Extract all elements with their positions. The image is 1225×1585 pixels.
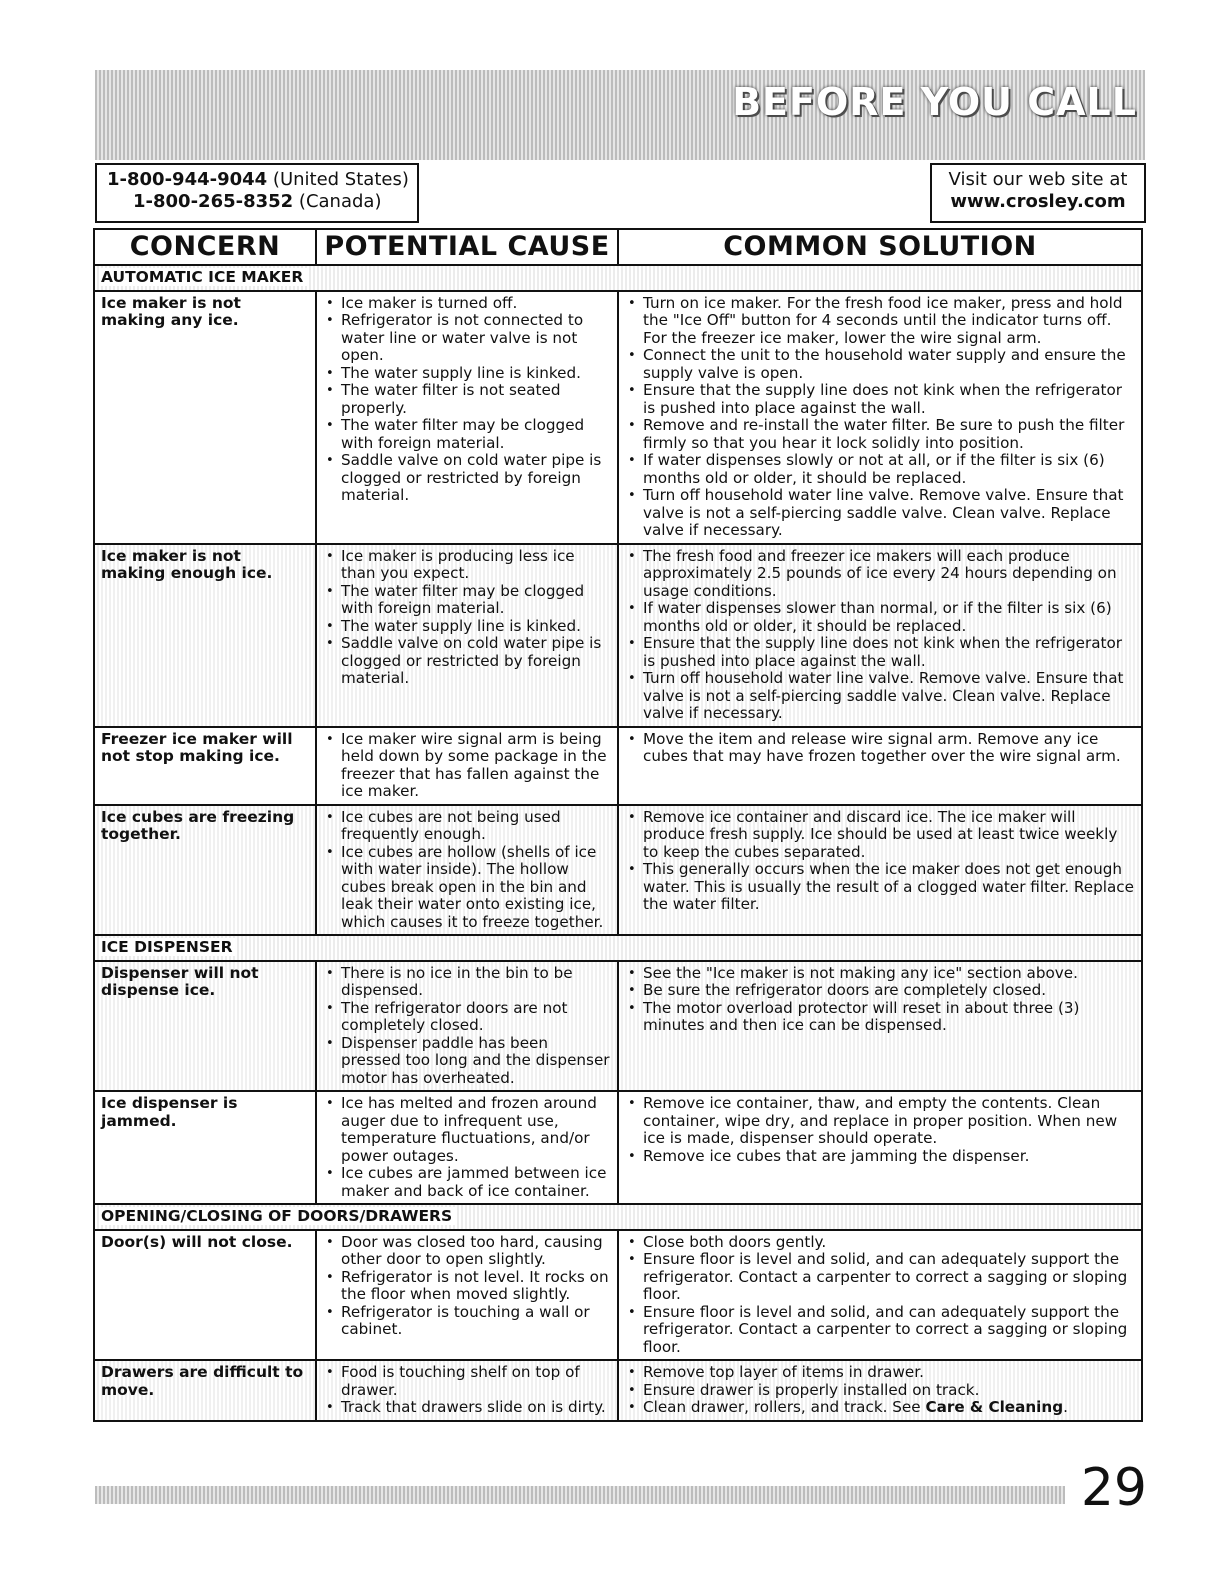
table-row	[94, 805, 1142, 936]
solution-item: • Ensure drawer is properly installed on track.	[625, 1382, 1136, 1400]
concern-cell: Ice maker is not making any ice.	[94, 291, 316, 544]
table-body	[94, 265, 1142, 1421]
cause-item: • Ice maker is turned off.	[323, 295, 612, 313]
header-common-solution: COMMON SOLUTION	[618, 229, 1142, 265]
concern-cell: Freezer ice maker will not stop making ice.	[94, 727, 316, 805]
solution-item: • Remove ice container, thaw, and empty the contents. Clean container, wipe dry, and replace in proper position. When new ice is made, dispenser should operate.	[625, 1095, 1136, 1148]
solution-item: • See the "Ice maker is not making any ice" section above.	[625, 965, 1136, 983]
concern-cell: Ice maker is not making enough ice.	[94, 544, 316, 727]
solution-cell	[618, 961, 1142, 1092]
footer-bar	[95, 1486, 1065, 1504]
solution-item: • Ensure floor is level and solid, and can adequately support the refrigerator. Contact a carpenter to correct a sagging or sloping floor.	[625, 1251, 1136, 1304]
section-title-text: ICE DISPENSER	[101, 938, 237, 956]
solution-item: • Remove ice container and discard ice. The ice maker will produce fresh supply. Ice should be used at least twice weekly to keep the cubes separated.	[625, 809, 1136, 862]
solution-item: • Ensure that the supply line does not kink when the refrigerator is pushed into place against the wall.	[625, 635, 1136, 670]
table-row	[94, 1230, 1142, 1361]
cause-item: • Saddle valve on cold water pipe is clogged or restricted by foreign material.	[323, 635, 612, 688]
solution-item: • This generally occurs when the ice maker does not get enough water. This is usually the result of a clogged water filter. Replace the water filter.	[625, 861, 1136, 914]
table-row	[94, 727, 1142, 805]
us-phone-number: 1-800-944-9044	[107, 169, 268, 190]
solution-item: • Close both doors gently.	[625, 1234, 1136, 1252]
cause-item: • Ice cubes are jammed between ice maker and back of ice container.	[323, 1165, 612, 1200]
solution-item: • The motor overload protector will reset in about three (3) minutes and then ice can be dispensed.	[625, 1000, 1136, 1035]
solution-item: • Turn off household water line valve. Remove valve. Ensure that valve is not a self-piercing saddle valve. Clean valve. Replace valve if necessary.	[625, 670, 1136, 723]
cause-item: • Food is touching shelf on top of drawer.	[323, 1364, 612, 1399]
table-header-row	[94, 229, 1142, 265]
solution-item: • Ensure that the supply line does not kink when the refrigerator is pushed into place against the wall.	[625, 382, 1136, 417]
us-phone-label: (United States)	[272, 169, 409, 190]
solution-item: • The fresh food and freezer ice makers will each produce approximately 2.5 pounds of ice every 24 hours depending on usage conditions.	[625, 548, 1136, 601]
header-banner	[95, 70, 1145, 160]
solution-item: • Move the item and release wire signal arm. Remove any ice cubes that may have frozen together over the wire signal arm.	[625, 731, 1136, 766]
cause-item: • Refrigerator is not level. It rocks on the floor when moved slightly.	[323, 1269, 612, 1304]
solution-item	[625, 1399, 1136, 1417]
cause-item: • Dispenser paddle has been pressed too long and the dispenser motor has overheated.	[323, 1035, 612, 1088]
solution-item: • Remove ice cubes that are jamming the dispenser.	[625, 1148, 1136, 1166]
cause-item: • The water supply line is kinked.	[323, 365, 612, 383]
solution-item: • Connect the unit to the household water supply and ensure the supply valve is open.	[625, 347, 1136, 382]
ca-phone-line	[107, 191, 407, 213]
table-row	[94, 544, 1142, 727]
cause-item: • The water supply line is kinked.	[323, 618, 612, 636]
concern-cell: Ice cubes are freezing together.	[94, 805, 316, 936]
concern-cell: Drawers are difficult to move.	[94, 1360, 316, 1421]
section-header-row	[94, 935, 1142, 961]
section-title	[94, 935, 1142, 961]
section-title	[94, 1204, 1142, 1230]
table-row	[94, 291, 1142, 544]
concern-cell: Ice dispenser is jammed.	[94, 1091, 316, 1204]
solution-item: • Remove and re-install the water filter. Be sure to push the filter firmly so that you hear it lock solidly into position.	[625, 417, 1136, 452]
solution-item: • Turn on ice maker. For the fresh food ice maker, press and hold the "Ice Off" button for 4 seconds until the indicator turns off. For the freezer ice maker, lower the wire signal arm.	[625, 295, 1136, 348]
cause-cell	[316, 727, 618, 805]
cause-item: • Ice cubes are hollow (shells of ice with water inside). The hollow cubes break open in the bin and leak their water onto existing ice, which causes it to freeze together.	[323, 844, 612, 932]
solution-item: • If water dispenses slowly or not at all, or if the filter is six (6) months old or older, it should be replaced.	[625, 452, 1136, 487]
cause-item: • Ice has melted and frozen around auger due to infrequent use, temperature fluctuations, and/or power outages.	[323, 1095, 612, 1165]
cause-cell	[316, 1091, 618, 1204]
cause-item: • Track that drawers slide on is dirty.	[323, 1399, 612, 1417]
solution-item: • Be sure the refrigerator doors are completely closed.	[625, 982, 1136, 1000]
cause-cell	[316, 291, 618, 544]
solution-item: • If water dispenses slower than normal, or if the filter is six (6) months old or older, it should be replaced.	[625, 600, 1136, 635]
section-title	[94, 265, 1142, 291]
solution-cell	[618, 805, 1142, 936]
ca-phone-number: 1-800-265-8352	[133, 191, 294, 212]
care-cleaning-reference: Care & Cleaning	[925, 1398, 1064, 1416]
cause-cell	[316, 961, 618, 1092]
section-header-row	[94, 265, 1142, 291]
header-concern: CONCERN	[94, 229, 316, 265]
cause-item: • Refrigerator is not connected to water line or water valve is not open.	[323, 312, 612, 365]
website-url[interactable]: www.crosley.com	[950, 191, 1126, 212]
cause-cell	[316, 1230, 618, 1361]
section-title-text: AUTOMATIC ICE MAKER	[101, 268, 307, 286]
solution-item: • Ensure floor is level and solid, and can adequately support the refrigerator. Contact a carpenter to correct a sagging or sloping floor.	[625, 1304, 1136, 1357]
cause-item: • Ice cubes are not being used frequently enough.	[323, 809, 612, 844]
solution-text: Clean drawer, rollers, and track. See	[643, 1398, 921, 1416]
table-row	[94, 1360, 1142, 1421]
cause-cell	[316, 1360, 618, 1421]
cause-item: • Ice maker wire signal arm is being held down by some package in the freezer that has fallen against the ice maker.	[323, 731, 612, 801]
section-title-text: OPENING/CLOSING OF DOORS/DRAWERS	[101, 1207, 456, 1225]
cause-item: • Door was closed too hard, causing other door to open slightly.	[323, 1234, 612, 1269]
concern-cell: Dispenser will not dispense ice.	[94, 961, 316, 1092]
solution-cell	[618, 1360, 1142, 1421]
troubleshooting-table	[93, 228, 1143, 1422]
cause-item: • There is no ice in the bin to be dispensed.	[323, 965, 612, 1000]
header-potential-cause: POTENTIAL CAUSE	[316, 229, 618, 265]
solution-item: • Turn off household water line valve. Remove valve. Ensure that valve is not a self-piercing saddle valve. Clean valve. Replace valve if necessary.	[625, 487, 1136, 540]
solution-cell	[618, 1091, 1142, 1204]
concern-cell: Door(s) will not close.	[94, 1230, 316, 1361]
table-row	[94, 1091, 1142, 1204]
cause-item: • Refrigerator is touching a wall or cabinet.	[323, 1304, 612, 1339]
cause-item: • The refrigerator doors are not completely closed.	[323, 1000, 612, 1035]
website-box	[930, 163, 1146, 223]
solution-cell	[618, 544, 1142, 727]
cause-cell	[316, 544, 618, 727]
website-label: Visit our web site at	[948, 169, 1128, 190]
section-header-row	[94, 1204, 1142, 1230]
cause-item: • Saddle valve on cold water pipe is clogged or restricted by foreign material.	[323, 452, 612, 505]
cause-item: • Ice maker is producing less ice than you expect.	[323, 548, 612, 583]
solution-cell	[618, 727, 1142, 805]
cause-item: • The water filter is not seated properly.	[323, 382, 612, 417]
phone-box	[95, 163, 419, 223]
solution-item: • Remove top layer of items in drawer.	[625, 1364, 1136, 1382]
cause-cell	[316, 805, 618, 936]
cause-item: • The water filter may be clogged with foreign material.	[323, 417, 612, 452]
solution-end: .	[1063, 1398, 1068, 1416]
ca-phone-label: (Canada)	[298, 191, 382, 212]
cause-item: • The water filter may be clogged with foreign material.	[323, 583, 612, 618]
solution-cell	[618, 291, 1142, 544]
solution-cell	[618, 1230, 1142, 1361]
page-number: 29	[1080, 1458, 1147, 1518]
table-row	[94, 961, 1142, 1092]
us-phone-line	[107, 169, 407, 191]
banner-title: BEFORE YOU CALL	[732, 80, 1137, 124]
